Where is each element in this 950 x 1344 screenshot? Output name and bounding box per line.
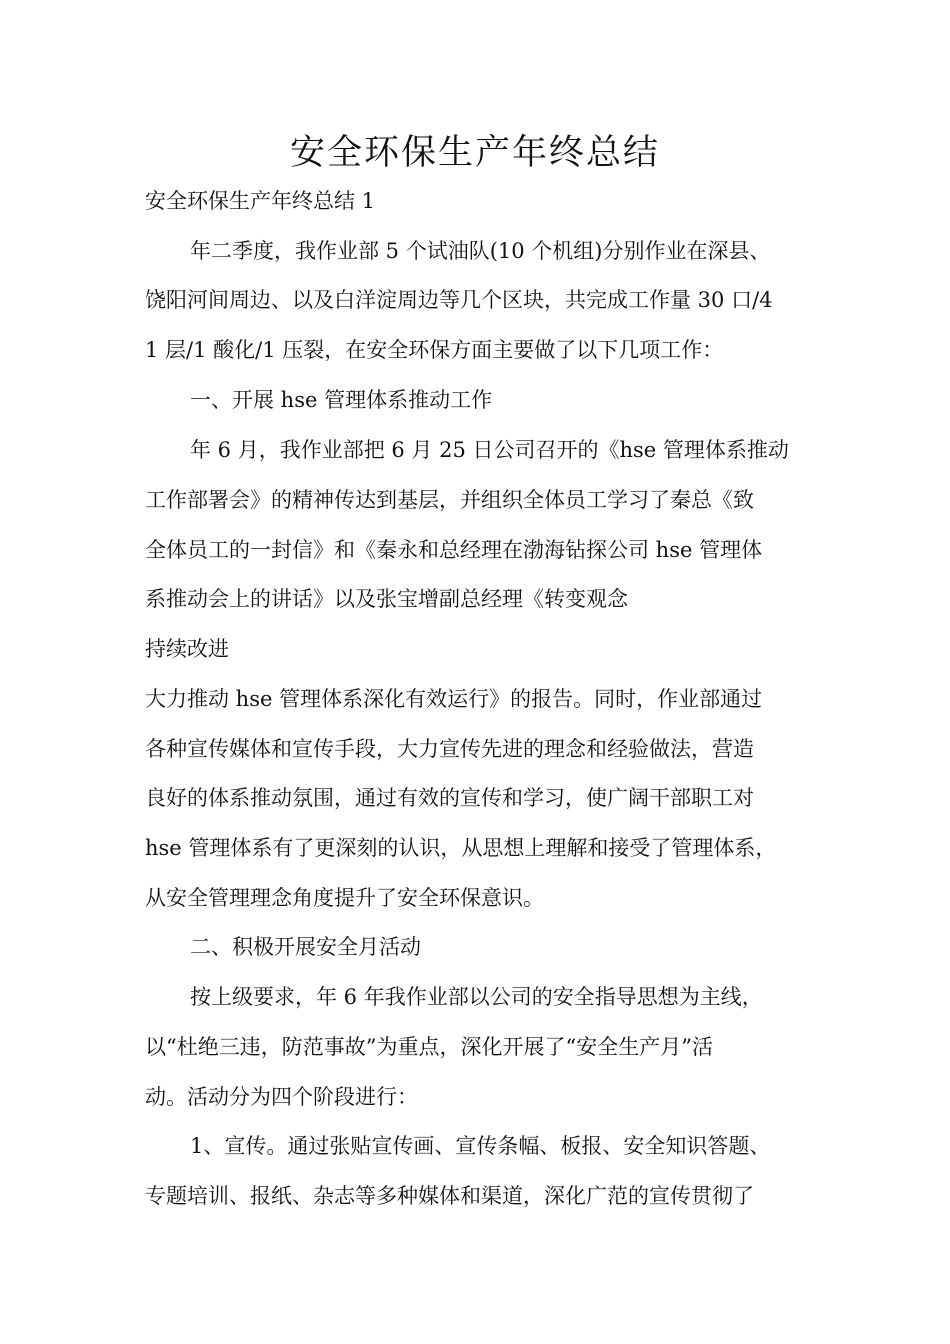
paragraph-line: 年 6 月，我作业部把 6 月 25 日公司召开的《hse 管理体系推动: [190, 438, 789, 462]
subtitle-line: 安全环保生产年终总结 1: [145, 189, 376, 213]
paragraph-line: 动。活动分为四个阶段进行：: [145, 1085, 418, 1109]
section-heading: 二、积极开展安全月活动: [190, 935, 421, 959]
paragraph-line: 大力推动 hse 管理体系深化有效运行》的报告。同时，作业部通过: [145, 687, 763, 711]
paragraph-line: 工作部署会》的精神传达到基层，并组织全体员工学习了秦总《致: [145, 488, 754, 512]
paragraph-line: 年二季度，我作业部 5 个试油队(10 个机组)分别作业在深县、: [190, 239, 771, 263]
paragraph-line: hse 管理体系有了更深刻的认识，从思想上理解和接受了管理体系，: [145, 836, 777, 860]
paragraph-line: 专题培训、报纸、杂志等多种媒体和渠道，深化广范的宣传贯彻了: [145, 1184, 754, 1208]
paragraph-line: 全体员工的一封信》和《秦永和总经理在渤海钻探公司 hse 管理体: [145, 538, 763, 562]
paragraph-line: 按上级要求，年 6 年我作业部以公司的安全指导思想为主线，: [190, 985, 763, 1009]
paragraph-line: 各种宣传媒体和宣传手段，大力宣传先进的理念和经验做法，营造: [145, 737, 754, 761]
section-heading: 一、开展 hse 管理体系推动工作: [190, 388, 493, 412]
paragraph-line: 从安全管理理念角度提升了安全环保意识。: [145, 886, 544, 910]
paragraph-line: 系推动会上的讲话》以及张宝增副总经理《转变观念: [145, 587, 628, 611]
paragraph-line: 1、宣传。通过张贴宣传画、宣传条幅、板报、安全知识答题、: [190, 1134, 771, 1158]
paragraph-line: 良好的体系推动氛围，通过有效的宣传和学习，使广阔干部职工对: [145, 786, 754, 810]
paragraph-line: 以“杜绝三违，防范事故”为重点，深化开展了“安全生产月”活: [145, 1035, 713, 1059]
document-title: 安全环保生产年终总结: [289, 133, 660, 173]
paragraph-line: 1 层/1 酸化/1 压裂，在安全环保方面主要做了以下几项工作：: [145, 338, 724, 362]
paragraph-line: 饶阳河间周边、以及白洋淀周边等几个区块，共完成工作量 30 口/4: [145, 288, 773, 312]
paragraph-line: 持续改进: [145, 637, 229, 661]
